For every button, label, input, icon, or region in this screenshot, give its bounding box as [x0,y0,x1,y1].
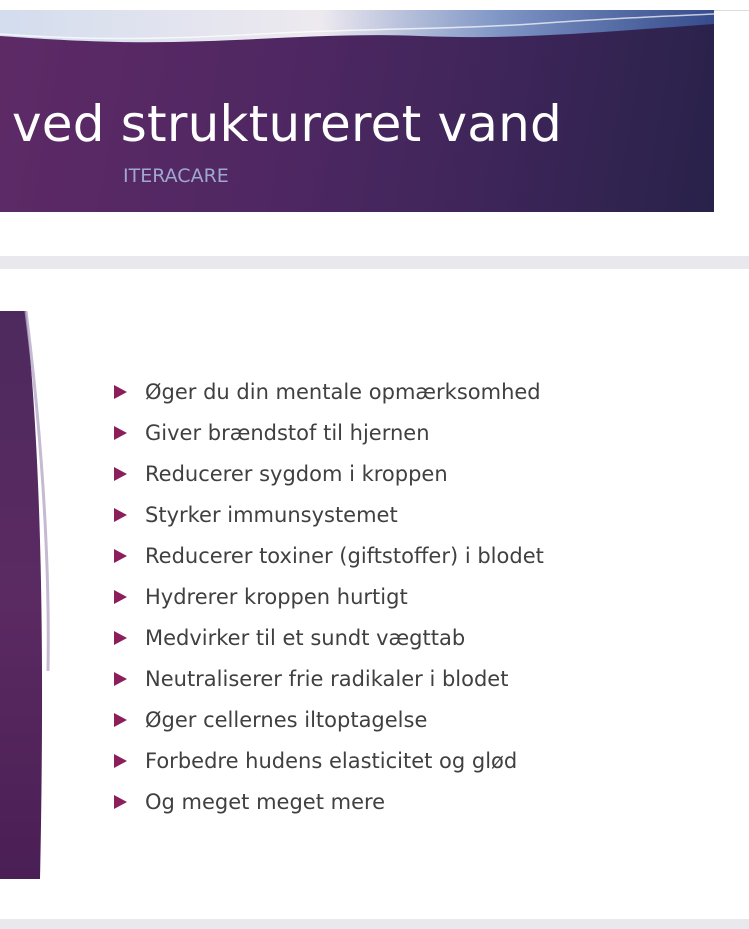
triangle-bullet-icon [114,631,127,645]
benefits-list [114,371,544,822]
bullet-text: Giver brændstof til hjernen [145,420,430,445]
bullet-text: Forbedre hudens elasticitet og glød [145,748,518,773]
list-item [114,740,544,781]
triangle-bullet-icon [114,754,127,768]
wave-decoration-icon [0,10,714,50]
side-accent-decoration [0,311,60,879]
list-item [114,658,544,699]
bullet-text: Neutraliserer frie radikaler i blodet [145,666,509,691]
triangle-bullet-icon [114,590,127,604]
triangle-bullet-icon [114,795,127,809]
triangle-bullet-icon [114,713,127,727]
slide-separator [0,256,749,269]
bullet-text: Øger du din mentale opmærksomhed [145,379,541,404]
triangle-bullet-icon [114,672,127,686]
triangle-bullet-icon [114,467,127,481]
triangle-bullet-icon [114,508,127,522]
bullet-text: Hydrerer kroppen hurtigt [145,584,408,609]
slide-1-thumbnail[interactable] [0,0,749,256]
slide-subtitle: ITERACARE [123,165,229,187]
list-item [114,576,544,617]
slide-separator-bottom [0,919,749,929]
bullet-text: Styrker immunsystemet [145,502,398,527]
bullet-text: Reducerer sygdom i kroppen [145,461,448,486]
title-band [0,10,714,212]
list-item [114,535,544,576]
triangle-bullet-icon [114,385,127,399]
slide-title: ved struktureret vand [12,95,562,153]
bullet-text: Medvirker til et sundt vægttab [145,625,466,650]
list-item [114,617,544,658]
triangle-bullet-icon [114,426,127,440]
list-item [114,699,544,740]
bullet-text: Reducerer toxiner (giftstoffer) i blodet [145,543,544,568]
slide-2-thumbnail[interactable] [0,269,749,919]
list-item [114,371,544,412]
triangle-bullet-icon [114,549,127,563]
list-item [114,453,544,494]
list-item [114,412,544,453]
list-item [114,781,544,822]
list-item [114,494,544,535]
bullet-text: Og meget meget mere [145,789,386,814]
bullet-text: Øger cellernes iltoptagelse [145,707,428,732]
